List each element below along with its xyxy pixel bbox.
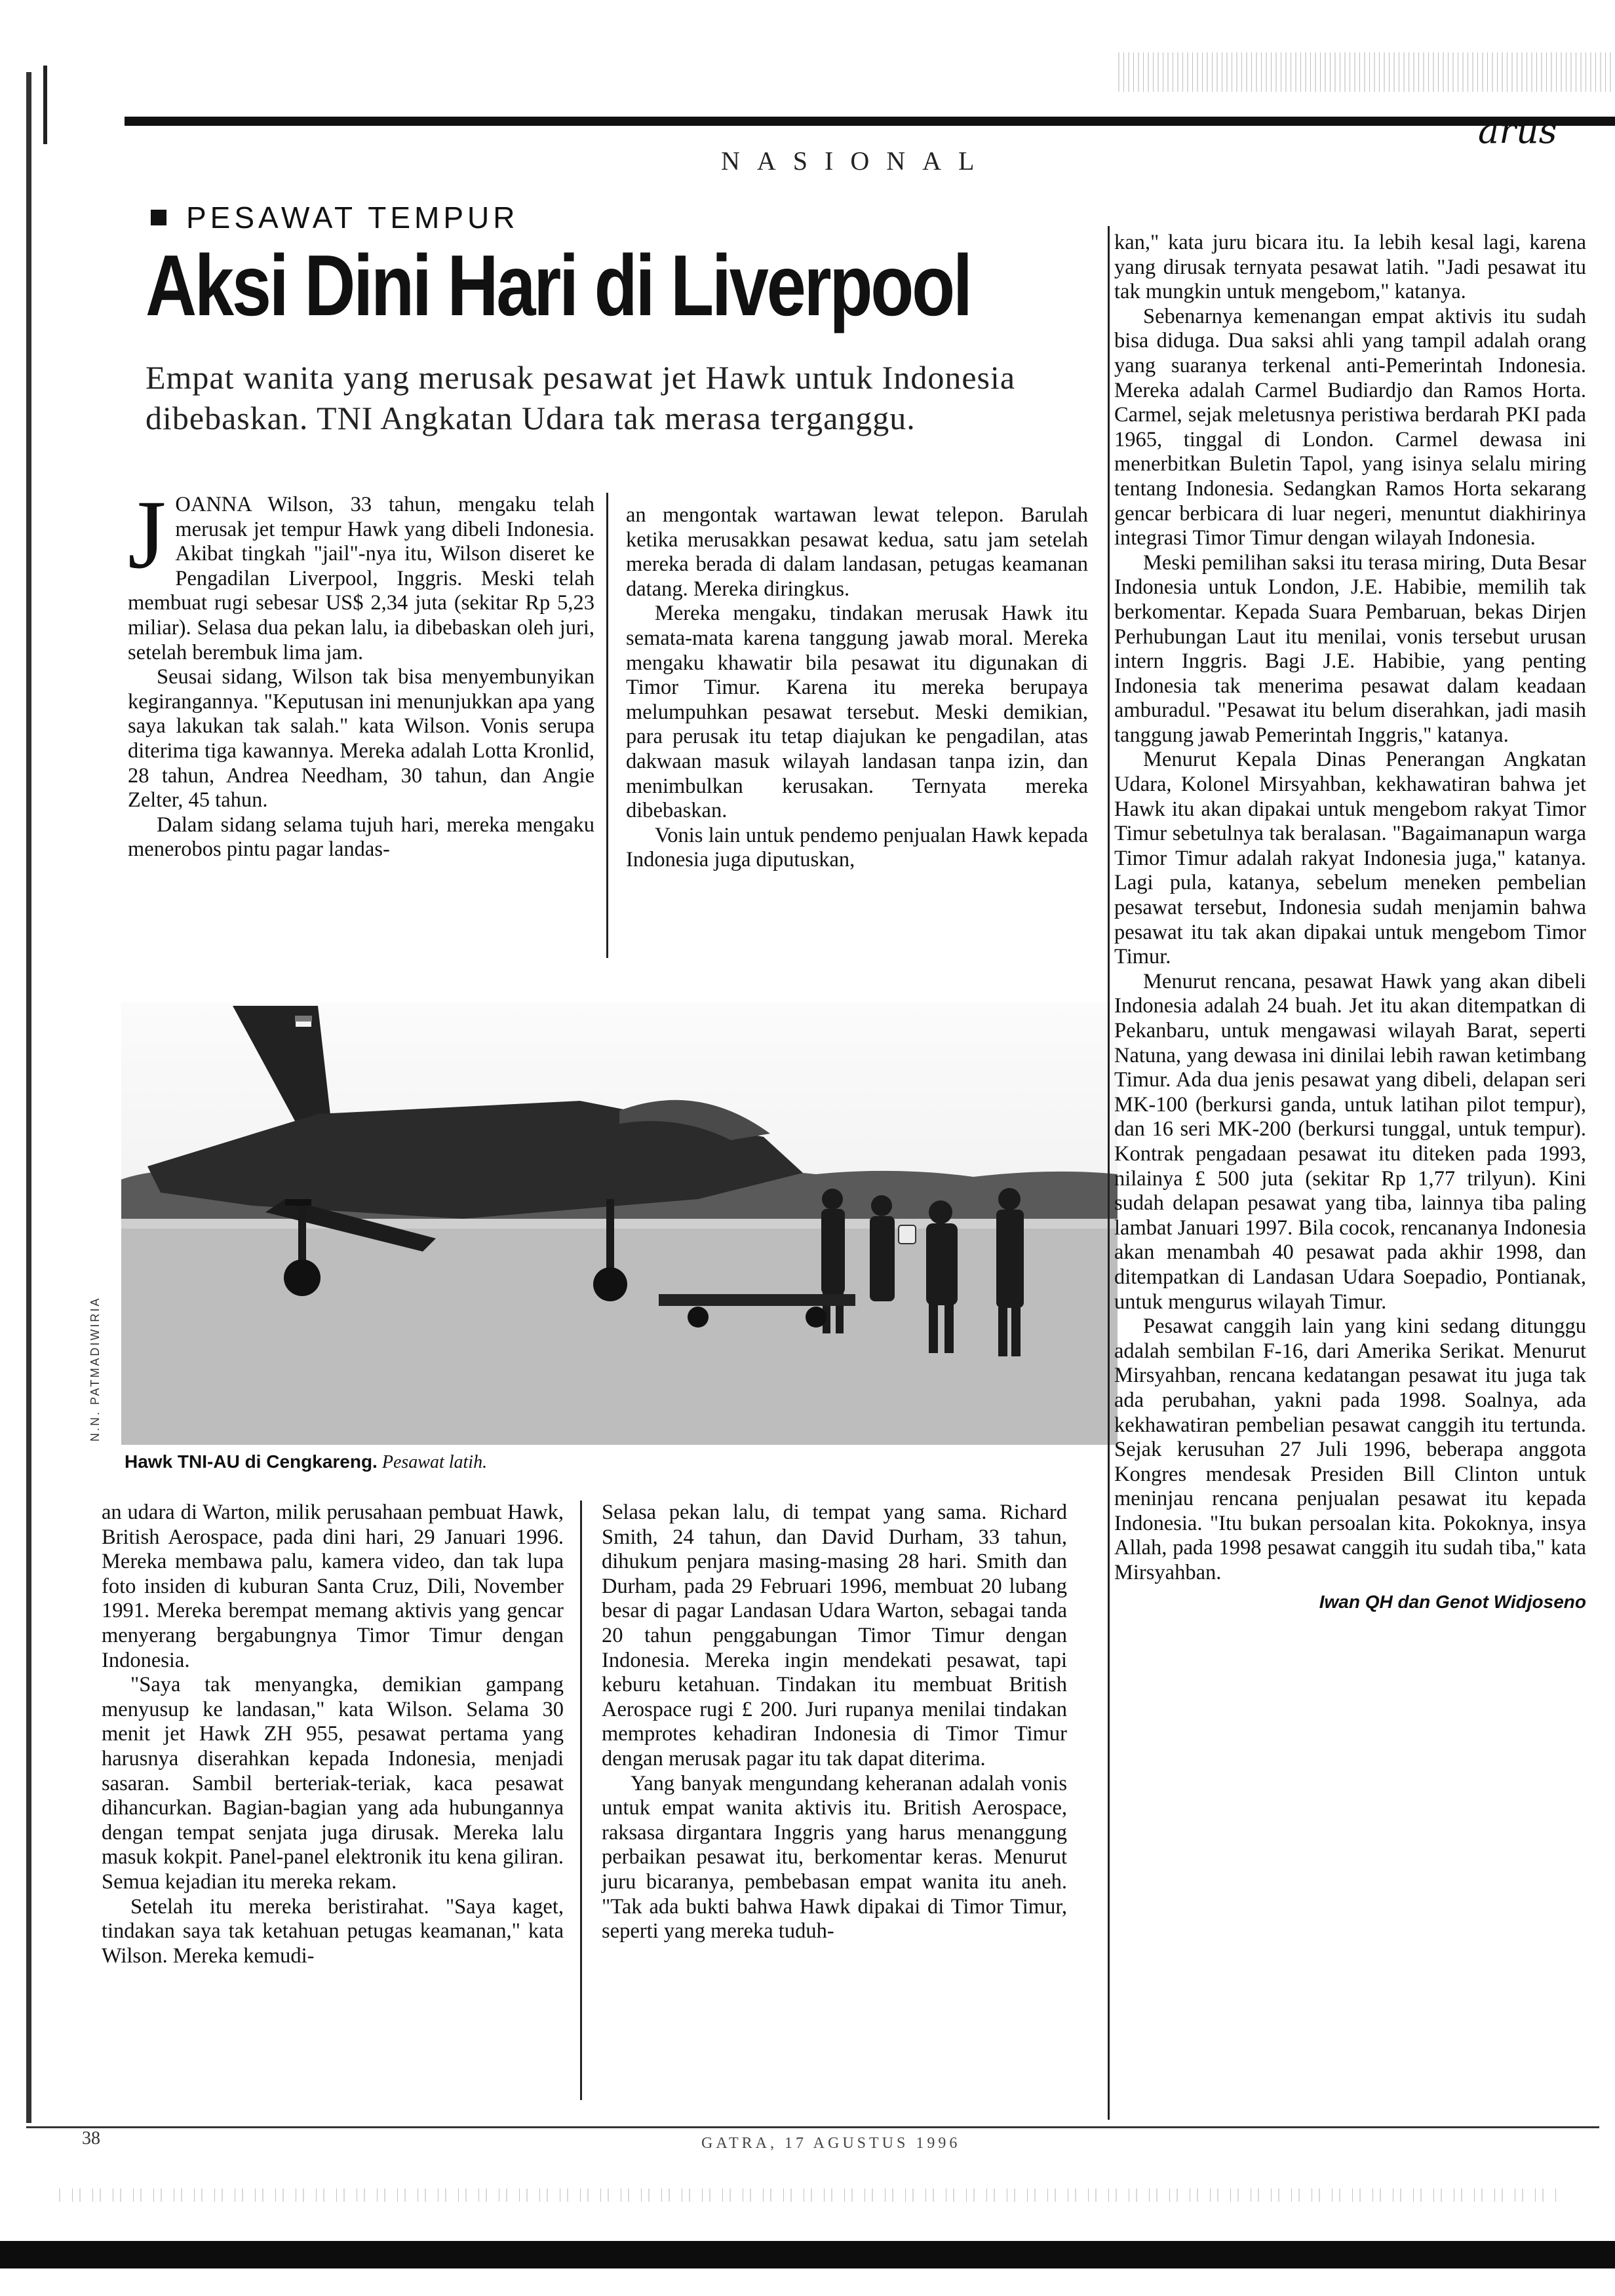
hawk-jet-photo [121,1003,1118,1445]
paragraph: Meski pemilihan saksi itu terasa miring, Duta Besar Indonesia untuk London, J.E. Habibie, memilih tak berkomentar. Kepada Suara Pembaruan, bekas Dirjen Perhubungan Laut itu menilai, vonis tersebut urusan intern Inggris. Bagi J.E. Habibie, yang penting Indonesia tak menerima pesawat dalam keadaan amburadul. "Pesawat itu belum diserahkan, jadi masih tanggung jawab Pemerintah Inggris," katanya. [1114,550,1586,747]
column-divider [1108,226,1110,2120]
scan-noise-top [1114,52,1612,92]
paragraph: Dalam sidang selama tujuh hari, mereka mengaku menerobos pintu pagar landas- [128,813,594,862]
scan-bar [0,2241,1615,2268]
column-divider [580,1501,582,2100]
square-bullet-icon [151,210,166,225]
photo-credit: N.N. PATMADIWIRIA [88,1296,102,1442]
paragraph: an udara di Warton, milik perusahaan pembuat Hawk, British Aerospace, pada dini hari, 29 Januari 1996. Mereka membawa palu, kamera video, dan tak lupa foto insiden di kuburan Santa Cruz, Dili, November 1991. Mereka berempat memang aktivis yang gencar menyerang bergabungnya Timor Timur dengan Indonesia. [102,1501,564,1672]
column-3 [1114,231,1586,1614]
paragraph: an mengontak wartawan lewat telepon. Barulah ketika merusakkan pesawat kedua, satu jam setelah mereka berada di dalam landasan, petugas keamanan datang. Mereka diringkus. [626,503,1088,601]
footer-rule [26,2126,1599,2128]
paragraph: Seusai sidang, Wilson tak bisa menyembunyikan kegirangannya. "Keputusan ini menunjukkan apa yang saya lakukan tak salah." kata Wilson. Vonis serupa diterima tiga kawannya. Mereka adalah Lotta Kronlid, 28 tahun, Andrea Needham, 30 tahun, dan Angie Zelter, 45 tahun. [128,665,594,813]
drop-cap: J [128,480,166,589]
kicker-text: PESAWAT TEMPUR [186,201,519,235]
headline: Aksi Dini Hari di Liverpool [146,237,971,334]
column-divider [606,493,608,958]
header-rule [125,117,1615,126]
page-number: 38 [82,2128,100,2149]
paragraph: "Saya tak menyangka, demikian gampang menyusup ke landasan," kata Wilson. Selama 30 menit jet Hawk ZH 955, pesawat pertama yang harusnya diserahkan kepada Indonesia, menjadi sasaran. Sambil berteriak-teriak, kaca pesawat dihancurkan. Bagian-bagian yang ada hubungannya dengan tempat senjata juga dirusak. Mereka lalu masuk kokpit. Panel-panel elektronik itu kena giliran. Semua kejadian itu mereka rekam. [102,1673,564,1894]
paragraph: Menurut Kepala Dinas Penerangan Angkatan Udara, Kolonel Mirsyahban, kekhawatiran bahwa jet Hawk itu akan dipakai untuk mengebom rakyat Timor Timur sebetulnya tak beralasan. "Bagaimanapun warga Timor Timur adalah rakyat Indonesia juga," katanya. Lagi pula, katanya, sebelum meneken pembelian pesawat tersebut, Indonesia sudah menjamin bahwa pesawat itu tak akan dipakai untuk mengebom Timor Timur. [1114,748,1586,969]
paragraph: Sebenarnya kemenangan empat aktivis itu sudah bisa diduga. Dua saksi ahli yang tampil adalah orang yang suaranya terkenal anti-Pemerintah Indonesia. Mereka adalah Carmel Budiardjo dan Ramos Horta. Carmel, sejak meletusnya peristiwa berdarah PKI pada 1965, tinggal di London. Carmel dewasa ini menerbitkan Buletin Tapol, yang isinya selalu miring tentang Indonesia. Sedangkan Ramos Horta sekarang gencar berbicara di luar negeri, menuntut diakhirinya integrasi Timor Timur dengan wilayah Indonesia. [1114,304,1586,550]
paragraph: OANNA Wilson, 33 tahun, mengaku telah merusak jet tempur Hawk yang dibeli Indonesia. Akibat tingkah "jail"-nya itu, Wilson diseret ke Pengadilan Liverpool, Inggris. Meski telah membuat rugi sebesar US$ 2,34 juta (sekitar Rp 5,23 miliar). Selasa dua pekan lalu, ia dibebaskan oleh juri, setelah berembuk lima jam. [128,493,594,664]
publication-line: GATRA, 17 AGUSTUS 1996 [701,2135,961,2152]
paragraph: Yang banyak mengundang keheranan adalah vonis untuk empat wanita aktivis itu. British Aerospace, raksasa dirgantara Inggris yang harus menanggung perbaikan pesawat itu, berkomentar keras. Menurut juru bicaranya, pembebasan empat wanita itu aneh. "Tak ada bukti bahwa Hawk dipakai di Timor Timur, seperti yang mereka tuduh- [602,1771,1067,1943]
paragraph: kan," kata juru bicara itu. Ia lebih kesal lagi, karena yang dirusak ternyata pesawat latih. "Jadi pesawat itu tak mungkin untuk mengebom," katanya. [1114,231,1586,304]
paragraph: Setelah itu mereka beristirahat. "Saya kaget, tindakan saya tak ketahuan petugas keamanan," kata Wilson. Mereka kemudi- [102,1894,564,1968]
paragraph: Selasa pekan lalu, di tempat yang sama. Richard Smith, 24 tahun, dan David Durham, 33 tahun, dihukum penjara masing-masing 28 hari. Smith dan Durham, pada 29 Februari 1996, membuat 20 lubang besar di pagar Landasan Udara Warton, sebagai tanda 20 tahun penggabungan Timor Timur dengan Indonesia. Mereka ingin mendekati pesawat, tapi keburu ketahuan. Tindakan itu membuat British Aerospace rugi £ 200. Juri rupanya menilai tindakan memprotes kehadiran Indonesia di Timor Timur dengan merusak pagar itu tak dapat diterima. [602,1501,1067,1770]
photo-caption [125,1451,487,1473]
kicker [151,200,518,235]
paragraph: Menurut rencana, pesawat Hawk yang akan dibeli Indonesia adalah 24 buah. Jet itu akan ditempatkan di Pekanbaru, untuk mengawasi wilayah Barat, seperti Natuna, yang dewasa ini dinilai lebih rawan ketimbang Timur. Ada dua jenis pesawat yang dibeli, delapan seri MK-100 (berkursi ganda, untuk latihan pilot tempur), dan 16 seri MK-200 (berkursi tunggal, untuk tempur). Kontrak pengadaan pesawat itu diteken pada 1993, nilainya £ 500 juta (sekitar Rp 1,77 trilyun). Kini sudah delapan pesawat yang tiba, lainnya tiba paling lambat Januari 1997. Bila cocok, rencananya Indonesia akan menambah 40 pesawat pada akhir 1998, dan ditempatkan di Landasan Udara Soepadio, Pontianak, untuk mengurus wilayah Timur. [1114,969,1586,1314]
column-1-bottom [102,1501,564,1968]
column-2-top [626,503,1088,873]
column-2-bottom [602,1501,1067,1944]
author-credit: Iwan QH dan Genot Widjoseno [1319,1591,1586,1612]
paragraph: Mereka mengaku, tindakan merusak Hawk itu semata-mata karena tanggung jawab moral. Mereka mengaku khawatir bila pesawat itu digunakan di Timor Timur. Karena itu mereka berupaya melumpuhkan pesawat tersebut. Meski demikian, para perusak itu tetap diajukan ke pengadilan, atas dakwaan masuk wilayah landasan tanpa izin, dan menimbulkan kerusakan. Ternyata mereka dibebaskan. [626,602,1088,823]
caption-italic: Pesawat latih. [381,1452,488,1472]
scan-edge-mark [43,66,47,144]
handwritten-note: arus [1478,110,1557,151]
section-label: NASIONAL [721,146,992,176]
paragraph: Vonis lain untuk pendemo penjualan Hawk kepada Indonesia juga diputuskan, [626,823,1088,872]
scan-noise-bottom [52,2189,1560,2202]
column-1-top [128,480,594,862]
dek: Empat wanita yang merusak pesawat jet Hawk untuk Indonesia dibebaskan. TNI Angkatan Udara tak merasa terganggu. [146,359,1016,436]
caption-bold: Hawk TNI-AU di Cengkareng. [125,1451,378,1472]
scan-edge [26,72,31,2123]
paragraph: Pesawat canggih lain yang kini sedang ditunggu adalah sembilan F-16, dari Amerika Serikat. Menurut Mirsyahban, rencana kedatangan pesawat itu juga tak ada perubahan, yakni pada 1998. Soalnya, ada kekhawatiran pembelian pesawat canggih itu tertunda. Sejak kerusuhan 27 Juli 1996, beberapa anggota Kongres mendesak Presiden Bill Clinton untuk meninjau rencana penjualan pesawat itu kepada Indonesia. "Itu bukan persoalan kita. Pokoknya, insya Allah, pada 1998 pesawat canggih itu sudah tiba," kata Mirsyahban. [1114,1314,1586,1585]
